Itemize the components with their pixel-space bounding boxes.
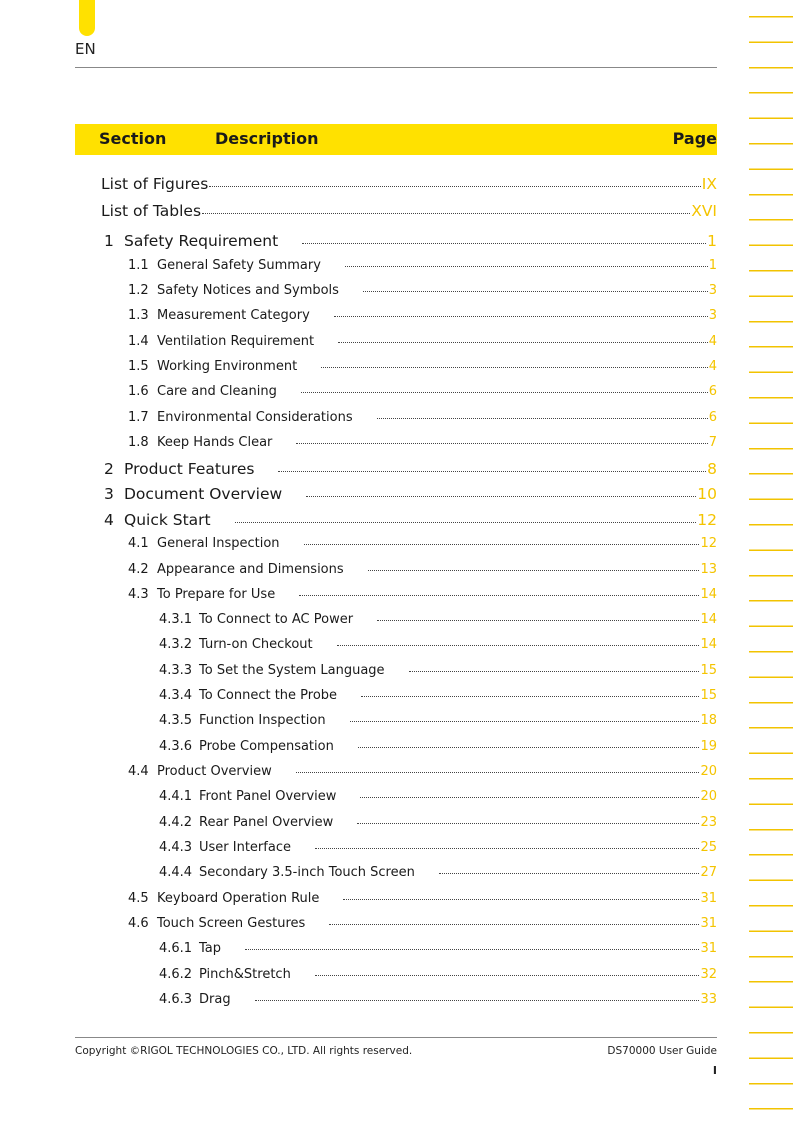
toc-dot-leader: [315, 848, 699, 849]
toc-entry-number: 4.3.2: [159, 637, 193, 652]
toc-entry-page: 12: [697, 511, 717, 529]
toc-entry[interactable]: [101, 175, 717, 193]
toc-entry-page: 23: [700, 815, 717, 830]
toc-entry[interactable]: [128, 384, 717, 399]
toc-entry-page: 27: [700, 865, 717, 880]
toc-entry-page: XVI: [691, 202, 717, 220]
toc-dot-leader: [245, 949, 699, 950]
toc-entry-page: 15: [700, 688, 717, 703]
toc-entry-title: Care and Cleaning: [157, 384, 277, 399]
toc-entry-title: To Set the System Language: [199, 663, 385, 678]
toc-entry-title: Working Environment: [157, 359, 298, 374]
language-label: EN: [75, 40, 96, 58]
toc-dot-leader: [337, 645, 700, 646]
toc-entry-page: 4: [708, 334, 717, 349]
toc-entry[interactable]: [159, 789, 717, 804]
toc-dot-leader: [338, 342, 708, 343]
toc-dot-leader: [202, 213, 690, 214]
toc-entry-title: Secondary 3.5-inch Touch Screen: [199, 865, 415, 880]
toc-dot-leader: [343, 899, 699, 900]
toc-dot-leader: [209, 186, 701, 187]
toc-entry-number: 4.3: [128, 587, 149, 602]
toc-entry-title: Appearance and Dimensions: [157, 562, 344, 577]
toc-entry-title: Measurement Category: [157, 308, 310, 323]
toc-entry-title: Turn-on Checkout: [199, 637, 313, 652]
toc-entry[interactable]: [101, 202, 717, 220]
toc-entry-number: 4.4.2: [159, 815, 193, 830]
toc-entry-page: IX: [701, 175, 717, 193]
toc-entry-title: To Connect to AC Power: [199, 612, 354, 627]
toc-entry-page: 8: [707, 460, 717, 478]
toc-dot-leader: [299, 595, 699, 596]
toc-entry-number: 1.1: [128, 258, 149, 273]
toc-entry[interactable]: [159, 815, 717, 830]
toc-entry[interactable]: [159, 663, 717, 678]
toc-entry-number: 1: [104, 232, 114, 250]
toc-dot-leader: [304, 544, 700, 545]
toc-entry-number: 4.6: [128, 916, 149, 931]
toc-entry-title: Touch Screen Gestures: [157, 916, 306, 931]
toc-entry-title: Quick Start: [124, 511, 211, 529]
footer-divider: [75, 1037, 717, 1038]
toc-entry-number: 4.6.2: [159, 967, 193, 982]
toc-entry-title: Environmental Considerations: [157, 410, 353, 425]
toc-entry[interactable]: [159, 865, 717, 880]
toc-entry-number: 4.1: [128, 536, 149, 551]
toc-entry[interactable]: [159, 688, 717, 703]
toc-entry[interactable]: [159, 967, 717, 982]
toc-entry-title: General Inspection: [157, 536, 280, 551]
toc-entry-page: 1: [707, 232, 717, 250]
toc-entry[interactable]: [159, 992, 717, 1007]
toc-entry-page: 14: [700, 587, 717, 602]
toc-dot-leader: [296, 443, 707, 444]
toc-entry-page: 3: [708, 308, 717, 323]
toc-dot-leader: [363, 291, 708, 292]
toc-dot-leader: [235, 522, 697, 523]
toc-entry-title: User Interface: [199, 840, 291, 855]
toc-entry-title: Probe Compensation: [199, 739, 334, 754]
toc-entry-number: 1.4: [128, 334, 149, 349]
toc-entry-number: 1.5: [128, 359, 149, 374]
toc-entry[interactable]: [159, 612, 717, 627]
toc-entry-title: Front Panel Overview: [199, 789, 337, 804]
toc-entry-page: 14: [700, 637, 717, 652]
toc-entry-page: 3: [708, 283, 717, 298]
toc-entry-page: 31: [700, 891, 717, 906]
toc-entry[interactable]: [159, 739, 717, 754]
toc-dot-leader: [350, 721, 700, 722]
toc-entry[interactable]: [128, 562, 717, 577]
toc-dot-leader: [301, 392, 708, 393]
toc-entry-title: Pinch&Stretch: [199, 967, 291, 982]
toc-header-bar: [75, 124, 717, 155]
toc-dot-leader: [296, 772, 700, 773]
toc-entry[interactable]: [128, 258, 717, 273]
toc-entry-page: 20: [700, 764, 717, 779]
toc-entry-number: 3: [104, 485, 114, 503]
toc-dot-leader: [439, 873, 700, 874]
toc-entry[interactable]: [128, 764, 717, 779]
toc-entry-number: 4.3.1: [159, 612, 193, 627]
toc-entry-page: 14: [700, 612, 717, 627]
toc-dot-leader: [361, 696, 699, 697]
toc-entry-page: 19: [700, 739, 717, 754]
toc-entry-number: 4.4.4: [159, 865, 193, 880]
toc-dot-leader: [329, 924, 699, 925]
toc-entry[interactable]: [128, 891, 717, 906]
toc-entry-number: 4.4: [128, 764, 149, 779]
footer-guide-title: DS70000 User Guide: [607, 1045, 717, 1057]
toc-entry[interactable]: [159, 840, 717, 855]
toc-dot-leader: [377, 620, 699, 621]
toc-entry-number: 1.6: [128, 384, 149, 399]
toc-entry-number: 4.2: [128, 562, 149, 577]
toc-entry-number: 1.3: [128, 308, 149, 323]
toc-entry-page: 32: [700, 967, 717, 982]
toc-entry-page: 12: [700, 536, 717, 551]
toc-dot-leader: [345, 266, 708, 267]
footer-copyright: Copyright ©RIGOL TECHNOLOGIES CO., LTD. All rights reserved.: [75, 1045, 413, 1057]
page-number: I: [712, 1064, 717, 1077]
toc-entry-title: Rear Panel Overview: [199, 815, 334, 830]
toc-entry-number: 4.3.4: [159, 688, 193, 703]
toc-entry-number: 4.3.5: [159, 713, 193, 728]
toc-entry[interactable]: [128, 359, 717, 374]
toc-entry-page: 1: [708, 258, 717, 273]
toc-dot-leader: [321, 367, 708, 368]
toc-entry-title: Document Overview: [124, 485, 283, 503]
toc-entry[interactable]: [128, 536, 717, 551]
toc-entry[interactable]: [128, 308, 717, 323]
toc-entry-page: 6: [708, 410, 717, 425]
toc-entry[interactable]: [128, 334, 717, 349]
toc-entry-title: Ventilation Requirement: [157, 334, 315, 349]
toc-dot-leader: [357, 823, 699, 824]
toc-entry-number: 2: [104, 460, 114, 478]
toc-entry-number: 4.3.3: [159, 663, 193, 678]
toc-entry[interactable]: [128, 435, 717, 450]
toc-entry-number: 1.8: [128, 435, 149, 450]
toc-entry-title: Tap: [199, 941, 222, 956]
toc-entry-page: 20: [700, 789, 717, 804]
toc-entry-number: 4.3.6: [159, 739, 193, 754]
toc-dot-leader: [377, 418, 708, 419]
toc-entry-page: 10: [697, 485, 717, 503]
toc-dot-leader: [255, 1000, 700, 1001]
toc-entry[interactable]: [128, 410, 717, 425]
toc-entry-page: 31: [700, 916, 717, 931]
toc-header-page: Page: [672, 129, 717, 148]
toc-entry-title: Function Inspection: [199, 713, 326, 728]
header-divider: [75, 67, 717, 68]
toc-entry-title: Drag: [199, 992, 231, 1007]
toc-header-description: Description: [215, 129, 319, 148]
toc-entry-title: Keyboard Operation Rule: [157, 891, 320, 906]
toc-entry-title: Product Overview: [157, 764, 272, 779]
toc-dot-leader: [409, 671, 700, 672]
toc-entry[interactable]: [104, 460, 717, 478]
toc-entry-number: 4.4.3: [159, 840, 193, 855]
toc-entry[interactable]: [159, 941, 717, 956]
toc-entry-number: 4.4.1: [159, 789, 193, 804]
toc-entry-title: General Safety Summary: [157, 258, 321, 273]
toc-entry[interactable]: [128, 587, 717, 602]
toc-dot-leader: [360, 797, 699, 798]
toc-entry-title: Safety Requirement: [124, 232, 279, 250]
yellow-tab-marker: [79, 0, 95, 36]
toc-dot-leader: [306, 496, 696, 497]
toc-entry-number: 4.6.1: [159, 941, 193, 956]
toc-dot-leader: [334, 316, 708, 317]
toc-entry-title: List of Figures: [101, 175, 209, 193]
toc-entry-title: To Prepare for Use: [157, 587, 276, 602]
toc-dot-leader: [368, 570, 700, 571]
page-edge-tick-marks: [749, 0, 793, 1122]
toc-entry-page: 6: [708, 384, 717, 399]
toc-entry-number: 4: [104, 511, 114, 529]
toc-entry-page: 7: [708, 435, 717, 450]
toc-entry-title: Keep Hands Clear: [157, 435, 273, 450]
toc-entry-page: 31: [700, 941, 717, 956]
toc-dot-leader: [358, 747, 700, 748]
toc-entry-page: 15: [700, 663, 717, 678]
toc-entry-title: Product Features: [124, 460, 255, 478]
toc-entry[interactable]: [159, 713, 717, 728]
toc-entry-page: 18: [700, 713, 717, 728]
toc-dot-leader: [315, 975, 700, 976]
toc-entry-number: 1.7: [128, 410, 149, 425]
toc-dot-leader: [302, 243, 706, 244]
toc-entry-page: 25: [700, 840, 717, 855]
toc-header-section: Section: [99, 129, 167, 148]
toc-entry[interactable]: [159, 637, 717, 652]
toc-entry-number: 4.5: [128, 891, 149, 906]
toc-entry-number: 1.2: [128, 283, 149, 298]
toc-entry-title: Safety Notices and Symbols: [157, 283, 339, 298]
toc-entry[interactable]: [104, 511, 717, 529]
toc-entry-page: 33: [700, 992, 717, 1007]
toc-entry-number: 4.6.3: [159, 992, 193, 1007]
toc-entry-title: List of Tables: [101, 202, 202, 220]
toc-entry-page: 13: [700, 562, 717, 577]
toc-entry-title: To Connect the Probe: [199, 688, 338, 703]
toc-dot-leader: [278, 471, 706, 472]
toc-entry[interactable]: [128, 916, 717, 931]
toc-entry[interactable]: [128, 283, 717, 298]
toc-entry[interactable]: [104, 232, 717, 250]
toc-entry-page: 4: [708, 359, 717, 374]
toc-entry[interactable]: [104, 485, 717, 503]
